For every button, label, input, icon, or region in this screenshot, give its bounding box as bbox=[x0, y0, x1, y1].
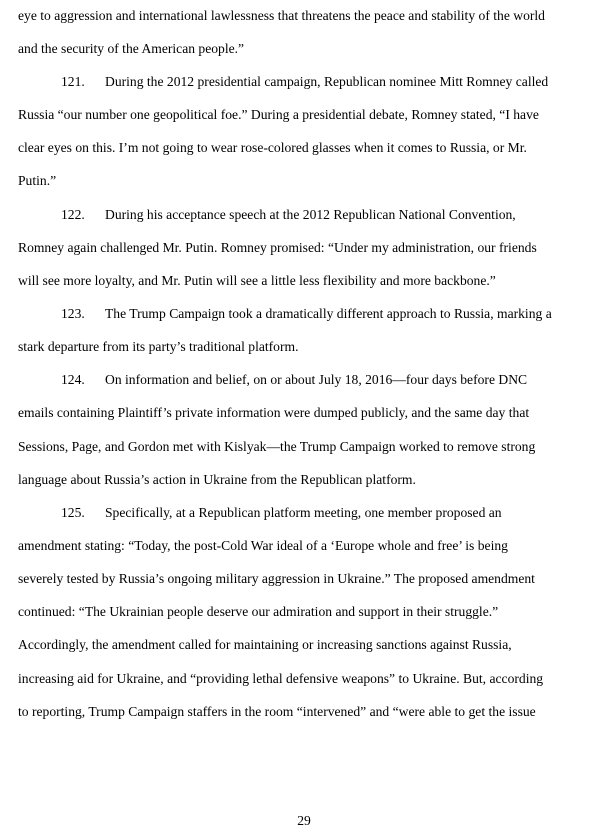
text-line: Accordingly, the amendment called for maintaining or increasing sanctions against Russia, bbox=[18, 637, 512, 652]
paragraph-number: 125. bbox=[61, 505, 85, 520]
text-line: The Trump Campaign took a dramatically different approach to Russia, marking a bbox=[105, 306, 552, 321]
text-line: severely tested by Russia’s ongoing military aggression in Ukraine.” The proposed amendment bbox=[18, 571, 535, 586]
paragraph-number: 124. bbox=[61, 372, 85, 387]
paragraph-121-first-line bbox=[18, 74, 548, 90]
text-line: Romney again challenged Mr. Putin. Romney promised: “Under my administration, our friends bbox=[18, 240, 537, 255]
text-line: amendment stating: “Today, the post-Cold War ideal of a ‘Europe whole and free’ is being bbox=[18, 538, 508, 553]
text-line: and the security of the American people.” bbox=[18, 41, 245, 56]
text-line: clear eyes on this. I’m not going to wear rose-colored glasses when it comes to Russia, or Mr. bbox=[18, 140, 527, 155]
paragraph-number: 121. bbox=[61, 74, 85, 89]
text-line: During the 2012 presidential campaign, Republican nominee Mitt Romney called bbox=[105, 74, 549, 89]
text-line: During his acceptance speech at the 2012 Republican National Convention, bbox=[105, 207, 516, 222]
text-line: Russia “our number one geopolitical foe.” During a presidential debate, Romney stated, “I have bbox=[18, 107, 539, 122]
text-line: stark departure from its party’s traditional platform. bbox=[18, 339, 299, 354]
text-line: continued: “The Ukrainian people deserve our admiration and support in their struggle.” bbox=[18, 604, 499, 619]
text-line: Specifically, at a Republican platform meeting, one member proposed an bbox=[105, 505, 502, 520]
text-line: On information and belief, on or about July 18, 2016—four days before DNC bbox=[105, 372, 528, 387]
text-line: increasing aid for Ukraine, and “providing lethal defensive weapons” to Ukraine. But, according bbox=[18, 671, 544, 686]
text-line: will see more loyalty, and Mr. Putin will see a little less flexibility and more backbone.” bbox=[18, 273, 496, 288]
text-line: language about Russia’s action in Ukraine from the Republican platform. bbox=[18, 472, 416, 487]
text-line: eye to aggression and international lawlessness that threatens the peace and stability of the world bbox=[18, 8, 545, 23]
paragraph-124-first-line bbox=[18, 372, 527, 388]
paragraph-125-first-line bbox=[18, 505, 502, 521]
paragraph-number: 123. bbox=[61, 306, 85, 321]
page-number: 29 bbox=[297, 813, 311, 828]
text-line: to reporting, Trump Campaign staffers in the room “intervened” and “were able to get the issue bbox=[18, 704, 536, 719]
text-line: Sessions, Page, and Gordon met with Kislyak—the Trump Campaign worked to remove strong bbox=[18, 439, 536, 454]
paragraph-number: 122. bbox=[61, 207, 85, 222]
paragraph-122-first-line bbox=[18, 207, 516, 223]
text-line: emails containing Plaintiff’s private information were dumped publicly, and the same day that bbox=[18, 405, 530, 420]
paragraph-123-first-line bbox=[18, 306, 552, 322]
text-line: Putin.” bbox=[18, 173, 57, 188]
